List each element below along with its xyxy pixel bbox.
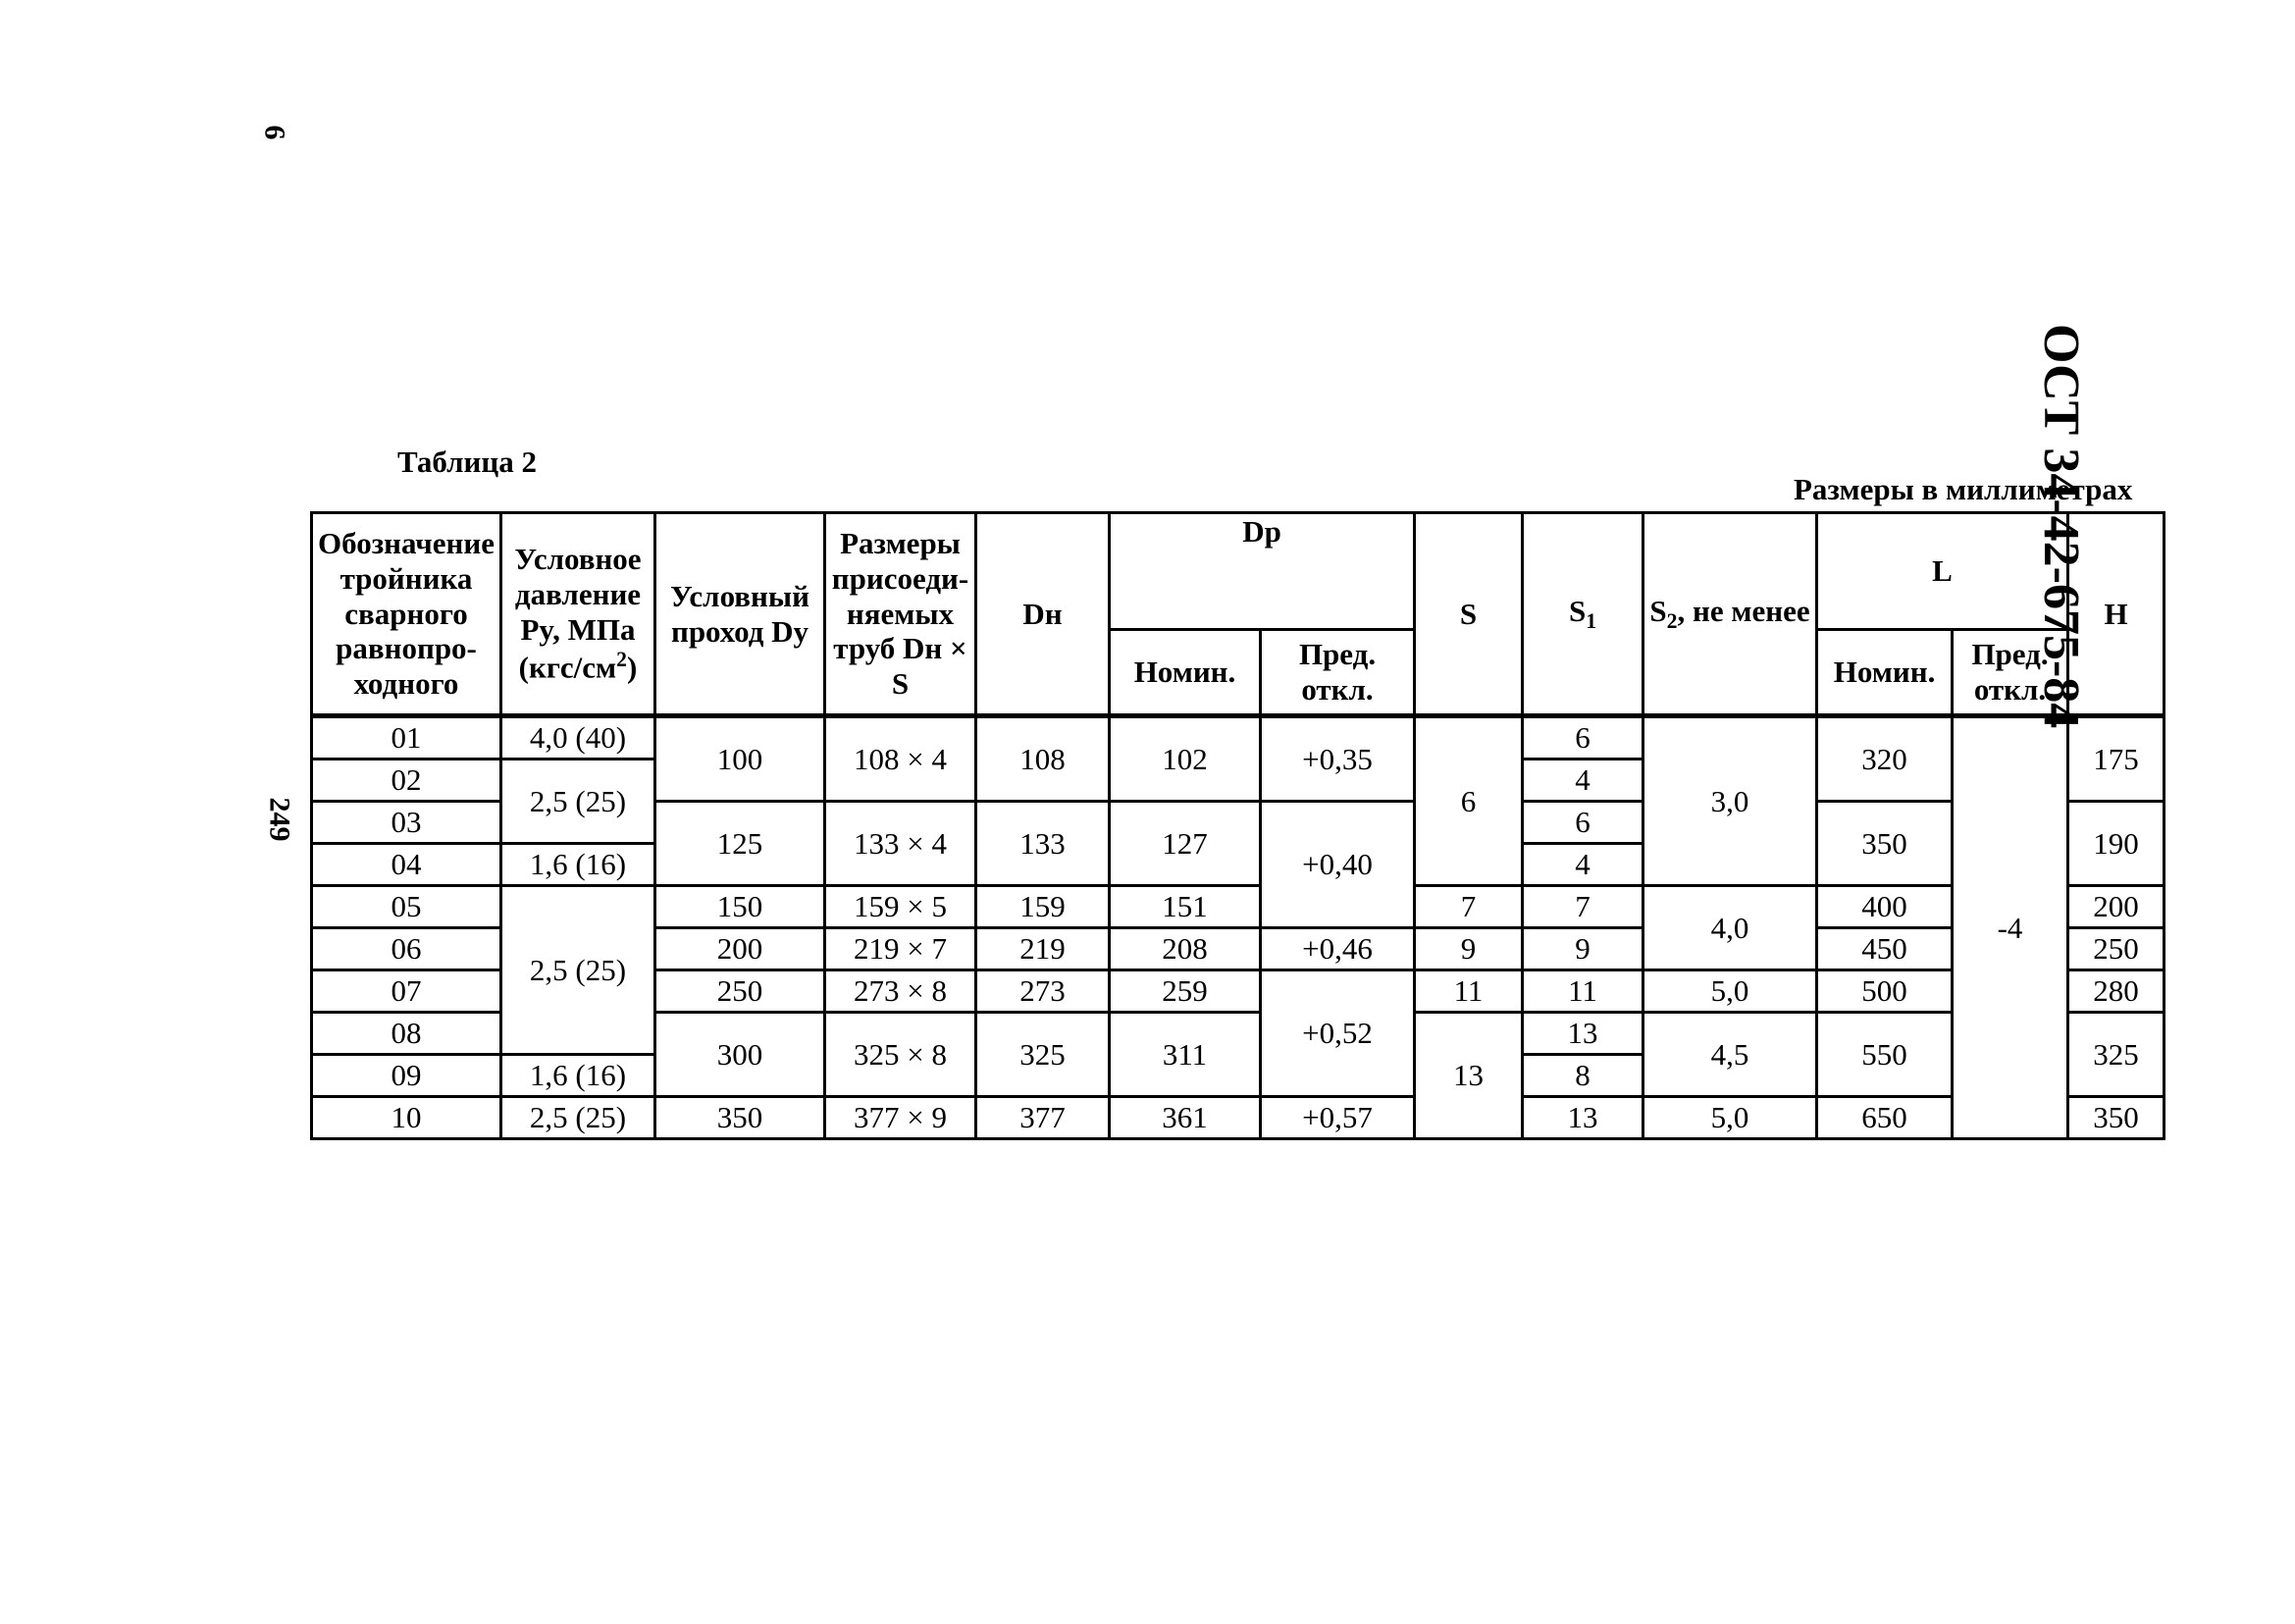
cell-pipe: 133 × 4 (825, 802, 976, 886)
dimensions-table (310, 511, 2165, 1140)
cell-s2: 5,0 (1643, 970, 1817, 1013)
cell-dn: 133 (976, 802, 1110, 886)
cell-dn: 108 (976, 716, 1110, 802)
cell-dp-tol: +0,35 (1261, 716, 1415, 802)
cell-s: 7 (1415, 886, 1523, 928)
cell-h: 175 (2068, 716, 2165, 802)
cell-dp-tol: +0,52 (1261, 970, 1415, 1097)
cell-dp-nom: 151 (1110, 886, 1261, 928)
cell-designation: 01 (312, 716, 501, 760)
header-pressure-text: Условное давление Py, МПа (кгс/см (514, 542, 642, 685)
cell-dn: 325 (976, 1013, 1110, 1097)
cell-h: 325 (2068, 1013, 2165, 1097)
header-l-nom: Номин. (1817, 630, 1953, 716)
header-h: H (2068, 513, 2165, 716)
cell-s1: 11 (1523, 970, 1643, 1013)
cell-bore: 300 (655, 1013, 825, 1097)
cell-pipe: 377 × 9 (825, 1097, 976, 1139)
cell-l-tol: -4 (1953, 716, 2068, 1139)
table-title: Таблица 2 (397, 445, 537, 479)
cell-pressure: 4,0 (40) (501, 716, 655, 760)
header-s2-text: S (1649, 593, 1667, 628)
cell-dp-tol: +0,46 (1261, 928, 1415, 970)
table-row (312, 1097, 2165, 1139)
cell-h: 280 (2068, 970, 2165, 1013)
cell-bore: 350 (655, 1097, 825, 1139)
cell-h: 190 (2068, 802, 2165, 886)
header-pressure (501, 513, 655, 716)
cell-designation: 02 (312, 760, 501, 802)
cell-dn: 219 (976, 928, 1110, 970)
cell-pressure: 1,6 (16) (501, 1055, 655, 1097)
cell-s1: 4 (1523, 844, 1643, 886)
cell-s1: 13 (1523, 1013, 1643, 1055)
cell-s1: 6 (1523, 802, 1643, 844)
header-s2-end: , не менее (1677, 593, 1810, 628)
cell-dn: 377 (976, 1097, 1110, 1139)
cell-designation: 03 (312, 802, 501, 844)
cell-l-nom: 450 (1817, 928, 1953, 970)
header-dp-nom: Номин. (1110, 630, 1261, 716)
header-s2-sub: 2 (1666, 609, 1678, 633)
cell-l-nom: 400 (1817, 886, 1953, 928)
header-dp: Dр (1110, 513, 1415, 630)
cell-l-nom: 500 (1817, 970, 1953, 1013)
header-dp-tol: Пред. откл. (1261, 630, 1415, 716)
cell-s1: 13 (1523, 1097, 1643, 1139)
header-s1-sub: 1 (1586, 609, 1597, 633)
cell-s1: 9 (1523, 928, 1643, 970)
cell-s1: 8 (1523, 1055, 1643, 1097)
table-row (312, 886, 2165, 928)
cell-designation: 10 (312, 1097, 501, 1139)
cell-h: 350 (2068, 1097, 2165, 1139)
cell-pressure: 2,5 (25) (501, 1097, 655, 1139)
cell-h: 250 (2068, 928, 2165, 970)
header-l-tol: Пред. откл. (1953, 630, 2068, 716)
cell-dp-tol: +0,40 (1261, 802, 1415, 928)
cell-dn: 273 (976, 970, 1110, 1013)
cell-pressure: 2,5 (25) (501, 886, 655, 1055)
cell-l-nom: 350 (1817, 802, 1953, 886)
cell-s1: 6 (1523, 716, 1643, 760)
table-header-row (312, 513, 2165, 630)
cell-dp-nom: 208 (1110, 928, 1261, 970)
cell-s: 11 (1415, 970, 1523, 1013)
cell-s2: 4,5 (1643, 1013, 1817, 1097)
cell-l-nom: 550 (1817, 1013, 1953, 1097)
header-dn: Dн (976, 513, 1110, 716)
cell-pressure: 2,5 (25) (501, 760, 655, 844)
cell-designation: 08 (312, 1013, 501, 1055)
cell-designation: 09 (312, 1055, 501, 1097)
document-code: ОСТ 34-42-675-84 (2033, 324, 2089, 729)
cell-dn: 159 (976, 886, 1110, 928)
header-s1 (1523, 513, 1643, 716)
header-s: S (1415, 513, 1523, 716)
cell-dp-nom: 127 (1110, 802, 1261, 886)
cell-designation: 07 (312, 970, 501, 1013)
cell-designation: 04 (312, 844, 501, 886)
cell-s1: 4 (1523, 760, 1643, 802)
cell-pipe: 108 × 4 (825, 716, 976, 802)
cell-h: 200 (2068, 886, 2165, 928)
header-bore: Условный проход Dy (655, 513, 825, 716)
header-s1-text: S (1568, 593, 1587, 628)
cell-pipe: 159 × 5 (825, 886, 976, 928)
cell-s1: 7 (1523, 886, 1643, 928)
cell-l-nom: 650 (1817, 1097, 1953, 1139)
cell-pipe: 325 × 8 (825, 1013, 976, 1097)
cell-pressure: 1,6 (16) (501, 844, 655, 886)
cell-bore: 100 (655, 716, 825, 802)
cell-dp-tol: +0,57 (1261, 1097, 1415, 1139)
cell-s2: 4,0 (1643, 886, 1817, 970)
sheet-number: 249 (263, 797, 296, 842)
header-pipe-size: Размеры присоеди-няемых труб Dн × S (825, 513, 976, 716)
cell-dp-nom: 311 (1110, 1013, 1261, 1097)
cell-designation: 06 (312, 928, 501, 970)
cell-bore: 150 (655, 886, 825, 928)
cell-dp-nom: 102 (1110, 716, 1261, 802)
cell-s: 13 (1415, 1013, 1523, 1139)
cell-l-nom: 320 (1817, 716, 1953, 802)
table-row (312, 716, 2165, 760)
header-s2 (1643, 513, 1817, 716)
page-number: 6 (258, 125, 291, 140)
cell-pipe: 219 × 7 (825, 928, 976, 970)
header-pressure-end: ) (627, 650, 638, 685)
cell-s2: 5,0 (1643, 1097, 1817, 1139)
cell-s: 9 (1415, 928, 1523, 970)
cell-bore: 125 (655, 802, 825, 886)
cell-dp-nom: 259 (1110, 970, 1261, 1013)
cell-s: 6 (1415, 716, 1523, 886)
cell-designation: 05 (312, 886, 501, 928)
header-l: L (1817, 513, 2068, 630)
cell-dp-nom: 361 (1110, 1097, 1261, 1139)
cell-s2: 3,0 (1643, 716, 1817, 886)
cell-pipe: 273 × 8 (825, 970, 976, 1013)
cell-bore: 200 (655, 928, 825, 970)
units-note: Размеры в миллиметрах (1794, 472, 2133, 506)
header-designation: Обозначение тройника сварного равнопро-ходного (312, 513, 501, 716)
header-pressure-sup: 2 (616, 648, 628, 672)
cell-bore: 250 (655, 970, 825, 1013)
